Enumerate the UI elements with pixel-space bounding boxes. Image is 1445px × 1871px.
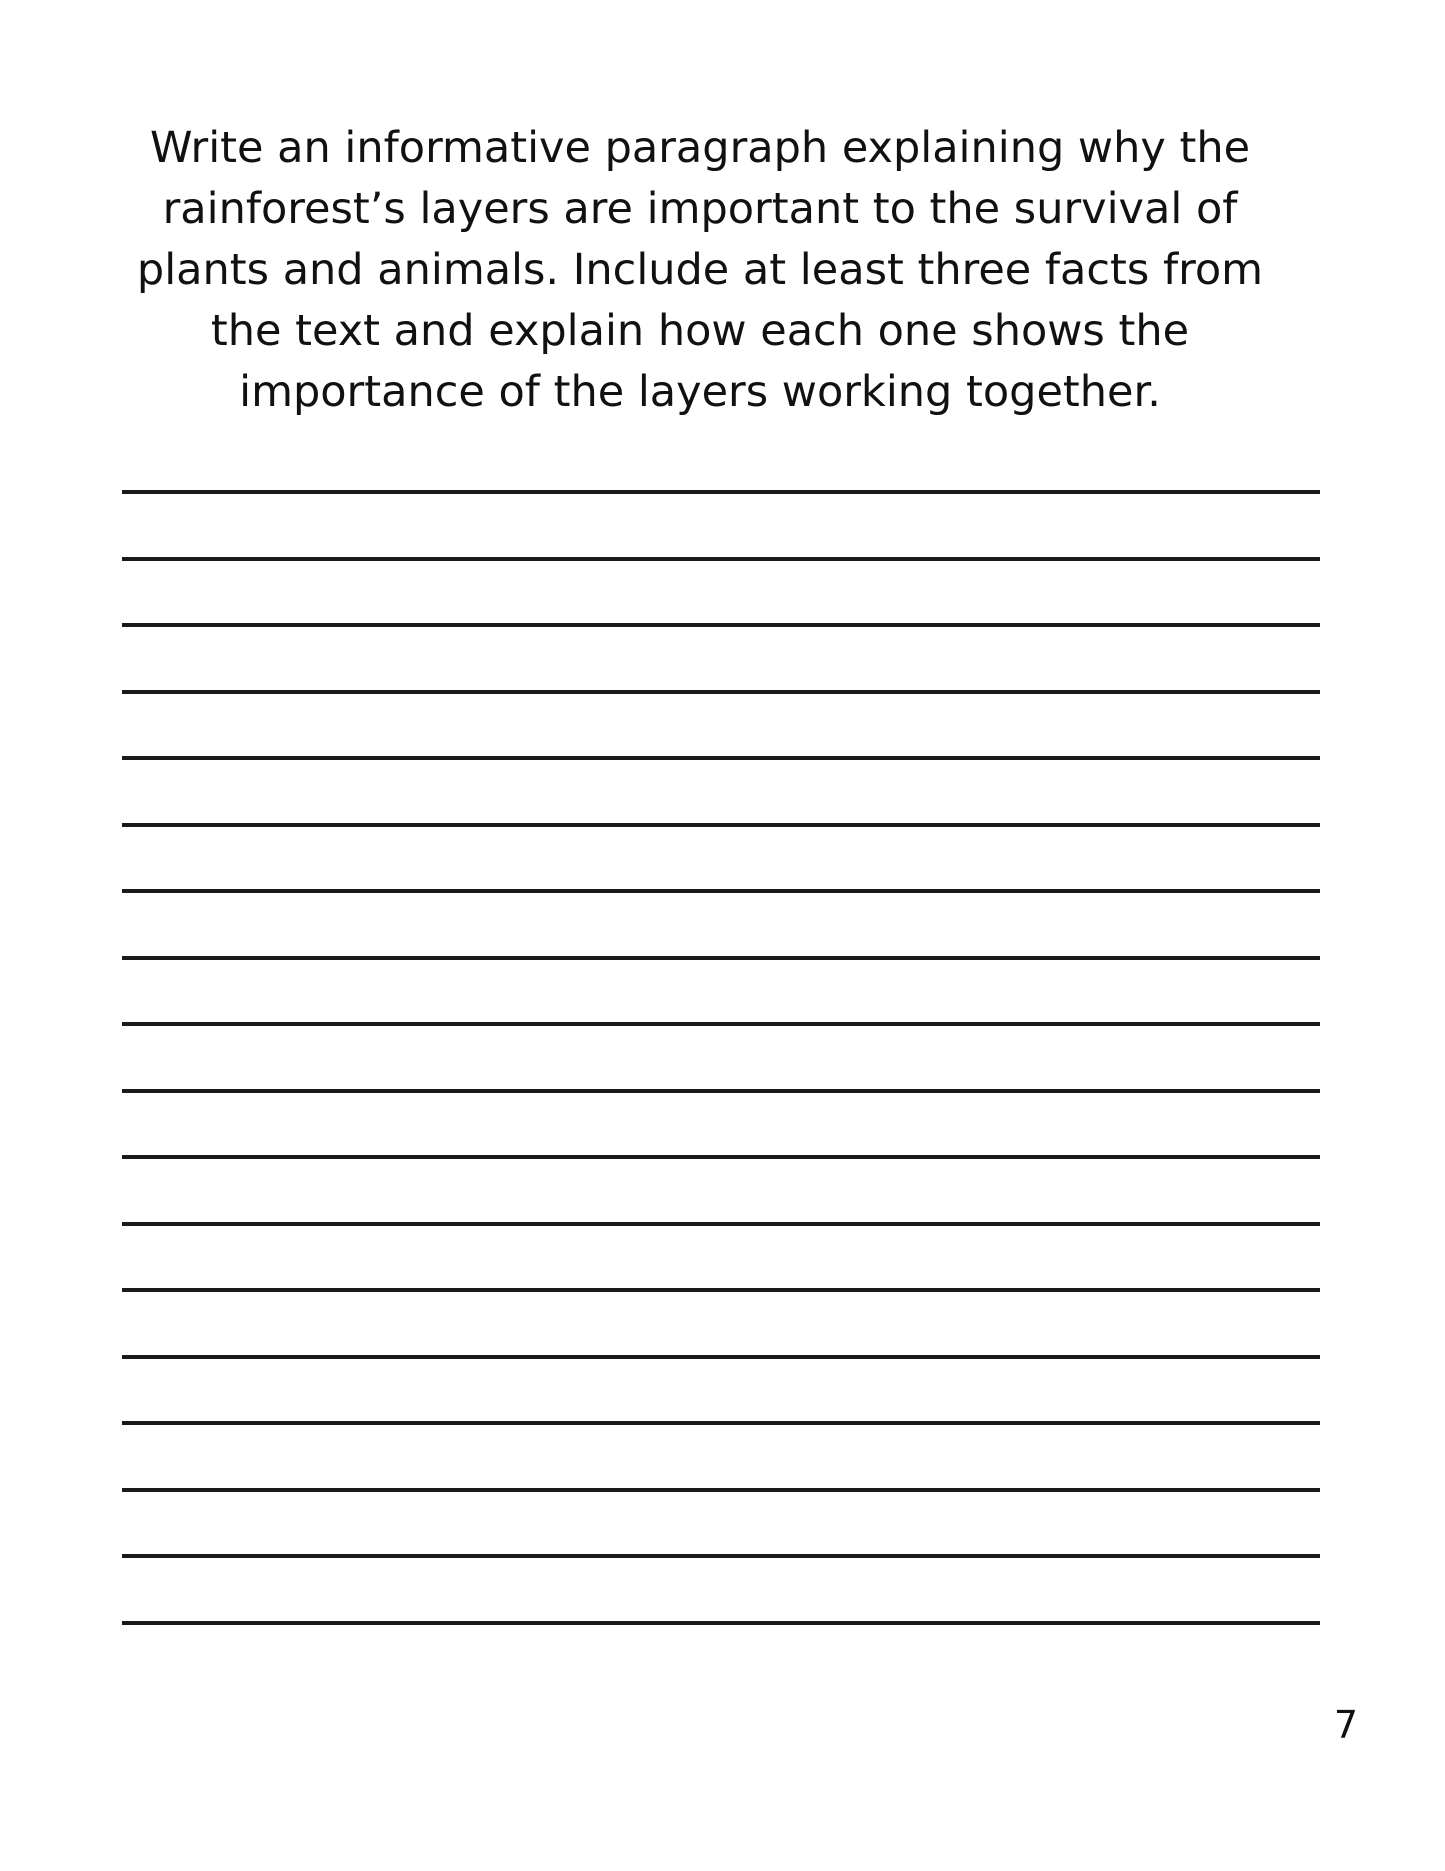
- writing-line: [122, 1554, 1320, 1558]
- writing-line: [122, 490, 1320, 494]
- writing-lines-area[interactable]: [122, 0, 1320, 1871]
- writing-line: [122, 1488, 1320, 1492]
- writing-line: [122, 1421, 1320, 1425]
- writing-line: [122, 889, 1320, 893]
- writing-line: [122, 1155, 1320, 1159]
- writing-line: [122, 1089, 1320, 1093]
- prompt-line-1: Write an informative paragraph explaining why the: [149, 123, 1251, 173]
- writing-line: [122, 1288, 1320, 1292]
- writing-line: [122, 1022, 1320, 1026]
- page-number: 7: [1333, 1703, 1358, 1747]
- prompt-line-4: the text and explain how each one shows the: [210, 306, 1190, 356]
- writing-line: [122, 1355, 1320, 1359]
- writing-line: [122, 823, 1320, 827]
- writing-line: [122, 1621, 1320, 1625]
- writing-line: [122, 557, 1320, 561]
- writing-line: [122, 1222, 1320, 1226]
- prompt-line-3: plants and animals. Include at least three facts from: [136, 245, 1264, 295]
- writing-line: [122, 956, 1320, 960]
- prompt-line-5: importance of the layers working together.: [239, 367, 1161, 417]
- prompt-line-2: rainforest’s layers are important to the survival of: [162, 184, 1238, 234]
- writing-line: [122, 690, 1320, 694]
- writing-line: [122, 623, 1320, 627]
- writing-line: [122, 756, 1320, 760]
